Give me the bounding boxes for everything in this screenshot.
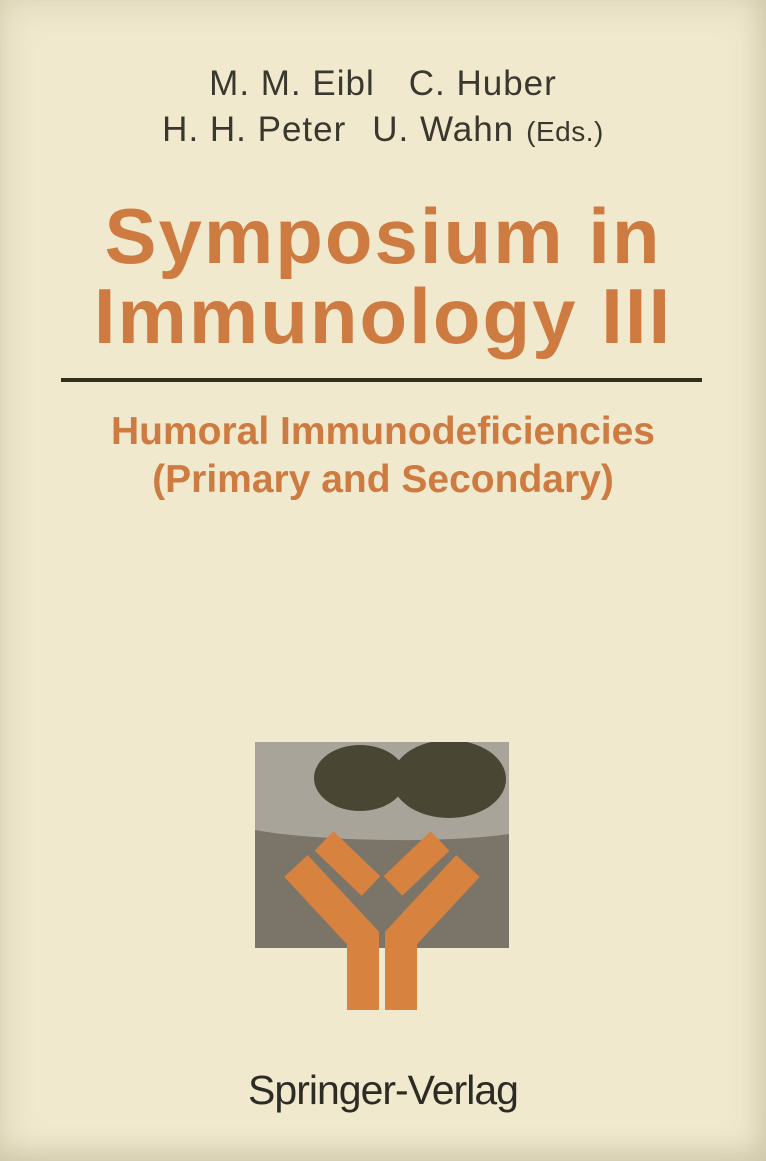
nucleus-lobe-right — [392, 742, 506, 818]
editor-name — [372, 107, 604, 155]
editor-name: H. H. Peter — [162, 110, 347, 149]
editors-row-2 — [162, 107, 604, 155]
publisher-name: Springer-Verlag — [248, 1067, 518, 1113]
subtitle-line-2: (Primary and Secondary) — [152, 458, 614, 501]
title-line-1: Symposium in — [104, 192, 662, 280]
publisher-logo — [255, 742, 509, 1014]
editors-suffix: (Eds.) — [526, 116, 604, 147]
book-title — [0, 192, 766, 360]
title-line-2: Immunology III — [93, 272, 673, 360]
cell-cytoplasm — [255, 830, 509, 948]
antibody-cell-icon — [255, 742, 509, 1014]
cell-square — [255, 742, 509, 948]
title-divider — [61, 378, 702, 382]
editor-name: C. Huber — [408, 64, 557, 103]
editors-row-1 — [209, 61, 557, 107]
editor-name-text: U. Wahn — [372, 110, 515, 149]
editors-block — [0, 61, 766, 155]
editor-name: M. M. Eibl — [209, 64, 375, 103]
book-subtitle — [0, 408, 766, 504]
subtitle-line-1: Humoral Immunodeficiencies — [111, 410, 655, 453]
